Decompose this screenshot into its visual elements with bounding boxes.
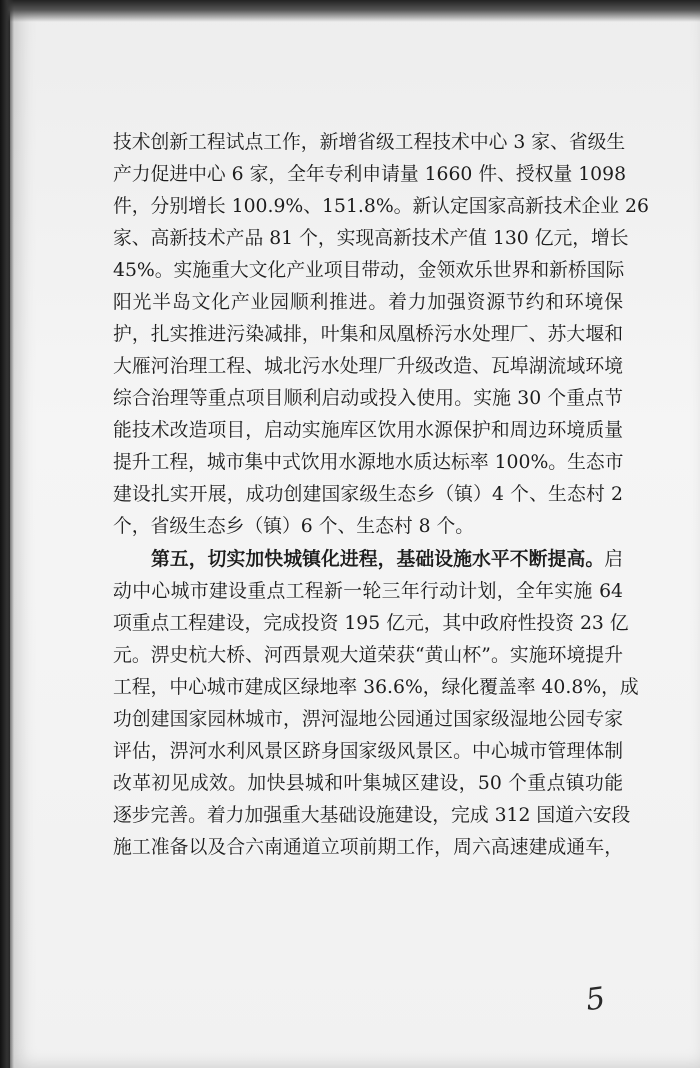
text-line: 能技术改造项目，启动实施库区饮用水源保护和周边环境质量	[113, 420, 623, 441]
text-line: 个，省级生态乡（镇）6 个、生态村 8 个。	[113, 516, 475, 537]
text-line: 产力促进中心 6 家，全年专利申请量 1660 件、授权量 1098	[113, 164, 627, 185]
text-line: 改革初见成效。加快县城和叶集城区建设，50 个重点镇功能	[113, 773, 623, 794]
document-body	[113, 127, 649, 864]
text-line: 评估，淠河水利风景区跻身国家级风景区。中心城市管理体制	[113, 741, 623, 762]
section-heading: 第五，切实加快城镇化进程，基础设施水平不断提高。	[151, 548, 605, 570]
text-line: 建设扎实开展，成功创建国家级生态乡（镇）4 个、生态村 2	[113, 484, 623, 505]
text-line: 动中心城市建设重点工程新一轮三年行动计划，全年实施 64	[113, 581, 623, 602]
text-line: 技术创新工程试点工作，新增省级工程技术中心 3 家、省级生	[113, 132, 626, 153]
text-line: 元。淠史杭大桥、河西景观大道荣获“黄山杯”。实施环境提升	[113, 645, 623, 666]
text-line: 项重点工程建设，完成投资 195 亿元，其中政府性投资 23 亿	[113, 613, 629, 634]
scan-top-shadow	[0, 0, 700, 22]
scan-left-shadow	[0, 0, 14, 1068]
text-line: 工程，中心城市建成区绿地率 36.6%，绿化覆盖率 40.8%，成	[113, 677, 639, 698]
text-line: 护，扎实推进污染减排，叶集和凤凰桥污水处理厂、苏大堰和	[113, 324, 623, 345]
text-line: 件，分别增长 100.9%、151.8%。新认定国家高新技术企业 26	[113, 196, 649, 217]
text-line: 45%。实施重大文化产业项目带动，金领欢乐世界和新桥国际	[113, 260, 625, 281]
text-line: 大雁河治理工程、城北污水处理厂升级改造、瓦埠湖流域环境	[113, 356, 623, 377]
page-number: 5	[583, 980, 608, 1019]
text-line: 施工准备以及合六南通道立项前期工作，周六高速建成通车，	[113, 837, 623, 858]
text-line: 阳光半岛文化产业园顺利推进。着力加强资源节约和环境保	[113, 292, 623, 313]
text-line: 家、高新技术产品 81 个，实现高新技术产值 130 亿元，增长	[113, 228, 629, 249]
text-line: 综合治理等重点项目顺利启动或投入使用。实施 30 个重点节	[113, 388, 623, 409]
paragraph-heading-line	[113, 543, 623, 576]
text-line: 提升工程，城市集中式饮用水源地水质达标率 100%。生态市	[113, 452, 624, 473]
text-line: 逐步完善。着力加强重大基础设施建设，完成 312 国道六安段	[113, 805, 631, 826]
text-line-tail: 启	[604, 549, 623, 570]
text-line: 功创建国家园林城市，淠河湿地公园通过国家级湿地公园专家	[113, 709, 623, 730]
